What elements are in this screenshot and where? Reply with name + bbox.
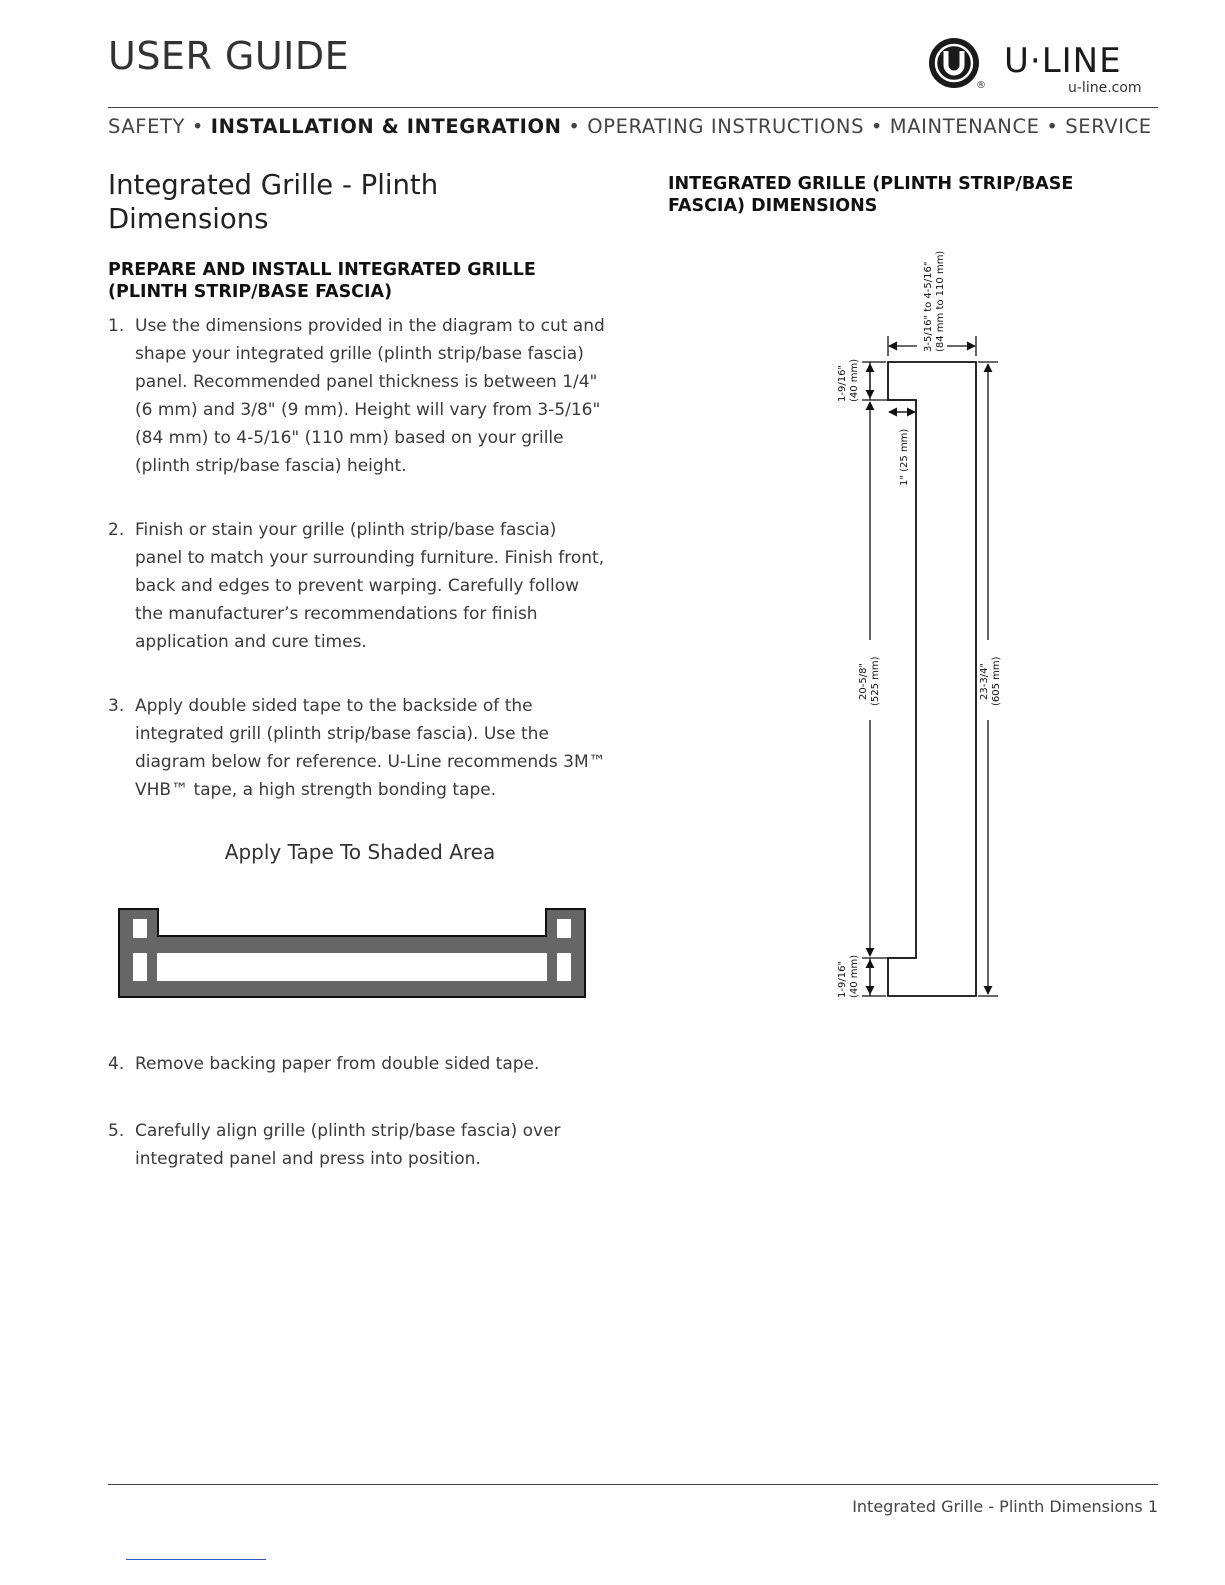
nav-item-operating[interactable]: OPERATING INSTRUCTIONS xyxy=(587,115,865,138)
list-item: 4. Remove backing paper from double sided tape. xyxy=(108,1054,540,1074)
brand-url[interactable]: u-line.com xyxy=(1068,80,1142,96)
install-subheading: PREPARE AND INSTALL INTEGRATED GRILLE (PLINTH STRIP/BASE FASCIA) xyxy=(108,260,536,302)
inner-length-imperial: 20-5/8" xyxy=(858,662,869,700)
overall-length-imperial: 23-3/4" xyxy=(979,662,990,700)
page-footer: Integrated Grille - Plinth Dimensions 1 xyxy=(852,1497,1158,1516)
nav-item-maintenance[interactable]: MAINTENANCE xyxy=(889,115,1040,138)
nav-item-safety[interactable]: SAFETY xyxy=(108,115,186,138)
tape-diagram xyxy=(115,905,590,1001)
inner-length-metric: (525 mm) xyxy=(870,656,881,706)
list-item: 3. Apply double sided tape to the backside of the integrated grill (plinth strip/base fascia). Use the diagram below for reference. U-Line recommends 3M™ VHB™ tape, a high strength bonding tape. xyxy=(108,696,606,800)
notch-bottom-metric: (40 mm) xyxy=(849,954,860,998)
dimension-diagram xyxy=(820,230,1020,1010)
notch-top-metric: (40 mm) xyxy=(849,358,860,402)
nav-item-service[interactable]: SERVICE xyxy=(1065,115,1152,138)
nav-separator: • xyxy=(561,115,588,138)
nav-separator: • xyxy=(185,115,211,138)
list-item: 1. Use the dimensions provided in the diagram to cut and shape your integrated grille (plinth strip/base fascia) panel. Recommended panel thickness is between 1/4" (6 mm) and 3/8" (9 mm). Height will vary from 3-5/16" (84 mm) to 4-5/16" (110 mm) based on your grille (plinth strip/base fascia) height. xyxy=(108,316,605,476)
nav-item-installation[interactable]: INSTALLATION & INTEGRATION xyxy=(210,115,562,138)
notch-bottom-imperial: 1-9/16" xyxy=(837,960,848,998)
list-item: 2. Finish or stain your grille (plinth strip/base fascia) panel to match your surrounding furniture. Finish front, back and edges to prevent warping. Carefully follow the manufacturer’s recommendations for finish application and cure times. xyxy=(108,520,605,652)
brand-wordmark: U·LINE xyxy=(1004,41,1122,81)
dimensions-subheading: INTEGRATED GRILLE (PLINTH STRIP/BASE FASCIA) DIMENSIONS xyxy=(668,174,1074,216)
steps-list-b xyxy=(108,1050,608,1173)
overall-length-metric: (605 mm) xyxy=(991,656,1002,706)
registered-mark: ® xyxy=(976,80,986,91)
steps-list-a xyxy=(108,312,608,804)
width-top-imperial: 3-5/16" to 4-5/16" xyxy=(923,261,934,352)
link-underline xyxy=(126,1559,266,1560)
nav-separator: • xyxy=(1039,115,1066,138)
notch-depth-label: 1" (25 mm) xyxy=(899,428,910,486)
list-item: 5. Carefully align grille (plinth strip/base fascia) over integrated panel and press into position. xyxy=(108,1121,561,1169)
width-top-metric: (84 mm to 110 mm) xyxy=(935,250,946,352)
header-rule xyxy=(108,107,1158,108)
footer-rule xyxy=(108,1484,1158,1485)
notch-top-imperial: 1-9/16" xyxy=(837,364,848,402)
tape-diagram-label: Apply Tape To Shaded Area xyxy=(224,840,496,864)
guide-title: USER GUIDE xyxy=(108,34,350,78)
nav-separator: • xyxy=(864,115,890,138)
section-nav xyxy=(108,115,1152,138)
page-title: Integrated Grille - Plinth Dimensions xyxy=(108,169,439,235)
